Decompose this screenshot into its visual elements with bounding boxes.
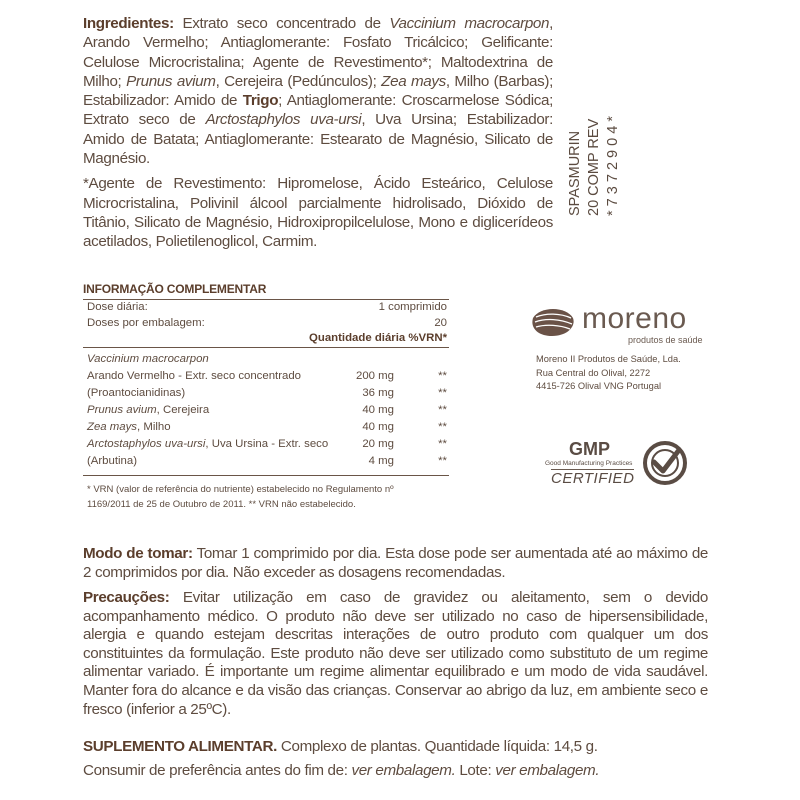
daily-dose-label: Dose diária:: [87, 301, 148, 313]
table-row: [83, 453, 449, 470]
address-line: 4415-726 Olival VNG Portugal: [536, 381, 662, 391]
table-row: [83, 351, 449, 368]
precautions-section: [83, 589, 708, 719]
footnote-line: * VRN (valor de referência do nutriente) estabelecido no Regulamento nº: [87, 483, 394, 495]
ingredients-part-italic: Prunus avium: [126, 72, 216, 90]
how-to-take-text: [83, 545, 708, 582]
quantity-header: [83, 331, 449, 348]
ingredients-part: , Cerejeira (Pedúnculos);: [215, 72, 382, 90]
supplement-label: SUPLEMENTO ALIMENTAR.: [83, 738, 278, 755]
doses-per-pack-value: 20: [434, 316, 447, 329]
ingredients-part-italic: Zea mays: [381, 72, 446, 90]
ingredients-part-italic: Arctostaphylos uva-ursi: [205, 111, 362, 129]
ingredients-part: , Uva Ursina; Estabilizador: Amido de Batata; Antiaglomerante: Estearato de Magnésio, Silicato de Magnésio.: [83, 111, 553, 168]
best-before-label: Consumir de preferência antes do fim de:: [83, 762, 352, 779]
table-row: [83, 436, 449, 453]
gmp-certified: CERTIFIED: [551, 470, 635, 487]
gmp-subtitle: Good Manufacturing Practices: [545, 460, 633, 467]
nutrient-vrn: **: [438, 437, 447, 450]
nutrient-name-italic: Zea mays: [87, 420, 138, 433]
nutrient-value: 40 mg: [362, 403, 394, 416]
ingredients-part-italic: Vaccinium macrocarpon: [389, 15, 550, 32]
ingredients-text: [83, 14, 553, 168]
ingredients-part: ; Antiaglomerante: Croscarmelose Sódica; Extrato seco de: [83, 92, 553, 129]
product-format: 20 COMP REV: [586, 118, 602, 216]
gmp-title: GMP: [569, 439, 611, 459]
nutrient-name: (Proantocianidinas): [87, 386, 186, 399]
precautions-label: Precauções:: [83, 589, 170, 606]
nutrient-name: (Arbutina): [87, 454, 138, 467]
brand-leaf-icon: [530, 308, 576, 338]
lot-label: Lote:: [455, 762, 496, 779]
gmp-certified-badge: [545, 438, 705, 498]
table-row: [83, 402, 449, 419]
nutrient-name: Vaccinium macrocarpon: [87, 352, 209, 365]
nutrient-value: 4 mg: [368, 454, 394, 467]
gmp-check-icon: [642, 440, 688, 486]
doses-per-pack-label: Doses por embalagem:: [87, 316, 205, 329]
nutrient-name-rest: , Uva Ursina - Extr. seco: [205, 437, 329, 450]
info-title: INFORMAÇÃO COMPLEMENTAR: [83, 282, 449, 300]
product-name: SPASMURIN: [567, 130, 583, 216]
table-row: [83, 368, 449, 385]
nutrient-vrn: **: [438, 420, 447, 433]
nutrient-vrn: **: [438, 369, 447, 382]
precautions-text: [83, 589, 708, 719]
supplementary-info-table: [83, 282, 449, 512]
how-to-take-label: Modo de tomar:: [83, 545, 193, 562]
nutrient-value: 40 mg: [362, 420, 394, 433]
supplement-section: [83, 738, 708, 757]
allergen-trigo: Trigo: [242, 92, 279, 110]
best-before-value: ver embalagem.: [351, 762, 456, 779]
supplement-text: [83, 738, 708, 757]
quantity-header-label: Quantidade diária %VRN*: [309, 332, 447, 345]
daily-dose-row: [83, 300, 449, 316]
ingredients-label: Ingredientes:: [83, 15, 174, 32]
nutrient-name: Arando Vermelho - Extr. seco concentrado: [87, 369, 302, 382]
nutrient-name-italic: Prunus avium: [87, 403, 157, 416]
how-to-take-body: Tomar 1 comprimido por dia. Esta dose pode ser aumentada até ao máximo de 2 comprimidos por dia. Não exceder as dosagens recomendadas.: [83, 545, 709, 581]
ingredients-section: [83, 14, 553, 252]
nutrient-name: [87, 402, 351, 419]
nutrient-value: 36 mg: [362, 386, 394, 399]
how-to-take-section: [83, 545, 708, 582]
nutrient-name: [87, 419, 351, 436]
product-code-block: [566, 92, 696, 216]
address-line: Moreno II Produtos de Saúde, Lda.: [536, 354, 681, 364]
best-before-text: [83, 762, 708, 781]
best-before-section: [83, 762, 708, 781]
nutrient-name-rest: , Milho: [137, 420, 171, 433]
nutrient-vrn: **: [438, 454, 447, 467]
ingredients-part: Extrato seco concentrado de: [173, 15, 390, 32]
brand-name: moreno: [582, 302, 687, 335]
nutrient-vrn: **: [438, 403, 447, 416]
address-line: Rua Central do Olival, 2272: [536, 367, 651, 378]
precautions-body: Evitar utilização em caso de gravidez ou aleitamento, sem o devido acompanhamento médico. O produto não deve ser utilizado no caso de hipersensibilidade, alergia e quando estejam descritas interações de outro produto com qualquer um dos constituintes da formulação. Este produto não deve ser utilizado como substituto de um regime alimentar variado. É importante um regime alimentar equilibrado e um modo de vida saudável. Manter fora do alcance e da visão das crianças. Conservar ao abrigo da luz, em ambiente seco e fresco (inferior a 25ºC).: [83, 589, 708, 718]
nutrient-name-italic: Arctostaphylos uva-ursi: [87, 437, 206, 450]
nutrient-name-rest: , Cerejeira: [156, 403, 210, 416]
footnote-line: 1169/2011 de 25 de Outubro de 2011. ** VRN não estabelecido.: [87, 498, 356, 510]
manufacturer-address: [536, 353, 681, 394]
brand-tagline: produtos de saúde: [628, 335, 703, 345]
nutrient-vrn: **: [438, 386, 447, 399]
nutrient-value: 200 mg: [356, 369, 394, 382]
supplement-body: Complexo de plantas. Quantidade líquida: 14,5 g.: [277, 738, 598, 755]
table-row: [83, 385, 449, 402]
vrn-footnote: [83, 475, 449, 512]
ingredients-part: , Milho (Barbas); Estabilizador: Amido de: [83, 72, 553, 110]
lot-value: ver embalagem.: [495, 762, 600, 779]
ingredients-part: , Arando Vermelho; Antiaglomerante: Fosfato Tricálcico; Gelificante: Celulose Microcristalina; Agente de Revestimento*; Maltodextrina de Milho;: [83, 15, 553, 90]
daily-dose-value: 1 comprimido: [378, 301, 447, 313]
doses-per-pack-row: [83, 316, 449, 332]
coating-agent-text: *Agente de Revestimento: Hipromelose, Ácido Esteárico, Celulose Microcristalina, Polivinil álcool parcialmente hidrolisado, Dióxido de Titânio, Silicato de Magnésio, Hidroxipropilcelulose, Mono e diglicerídeos acetilados, Polietilenoglicol, Carmim.: [83, 175, 553, 251]
nutrient-value: 20 mg: [362, 437, 394, 450]
product-barcode-number: * 7 3 7 2 9 0 4 *: [605, 116, 621, 216]
nutrient-name: [87, 436, 351, 453]
table-row: [83, 419, 449, 436]
